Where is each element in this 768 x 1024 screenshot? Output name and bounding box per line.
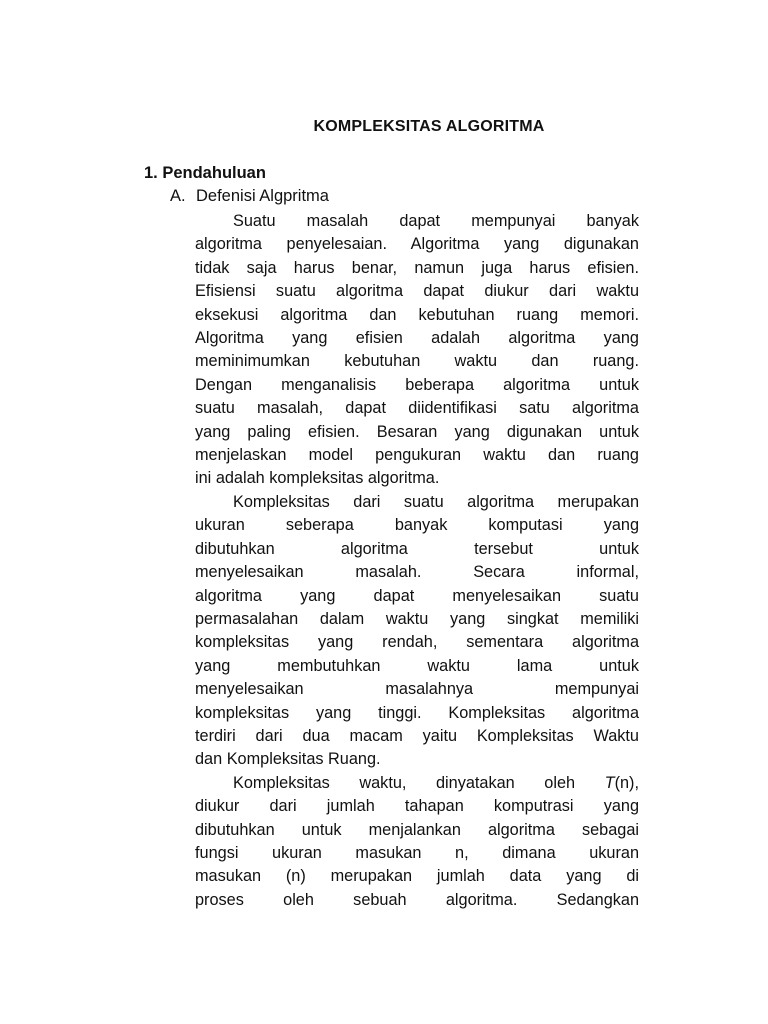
text-line: menyelesaikan masalahnya mempunyai [195, 680, 639, 699]
text-line: suatu masalah, dapat diidentifikasi satu algoritma [195, 399, 639, 418]
text-line: tidak saja harus benar, namun juga harus efisien. [195, 258, 639, 277]
text-line: terdiri dari dua macam yaitu Kompleksitas Waktu [195, 726, 639, 745]
text-line [195, 772, 639, 795]
text-line: menyelesaikan masalah. Secara informal, [195, 563, 639, 582]
text-line: Algoritma yang efisien adalah algoritma yang [195, 329, 639, 348]
document-title: KOMPLEKSITAS ALGORITMA [313, 118, 545, 135]
text-line: masukan (n) merupakan jumlah data yang di [195, 867, 639, 886]
text-run: (n), [614, 773, 639, 792]
text-line: proses oleh sebuah algoritma. Sedangkan [195, 890, 639, 909]
subsection-heading [170, 187, 329, 206]
text-line: menjelaskan model pengukuran waktu dan ruang [195, 446, 639, 465]
paragraph-2 [195, 491, 639, 772]
italic-symbol: T [604, 773, 615, 792]
section-heading: 1. Pendahuluan [144, 164, 266, 182]
text-line: Dengan menganalisis beberapa algoritma untuk [195, 375, 639, 394]
text-line: yang paling efisien. Besaran yang digunakan untuk [195, 422, 639, 441]
text-line: dibutuhkan untuk menjalankan algoritma sebagai [195, 820, 639, 839]
text-line: dan Kompleksitas Ruang. [195, 750, 381, 769]
text-line: meminimumkan kebutuhan waktu dan ruang. [195, 352, 639, 371]
text-line: Suatu masalah dapat mempunyai banyak [233, 212, 639, 230]
text-line: algoritma penyelesaian. Algoritma yang digunakan [195, 235, 639, 254]
text-line: ini adalah kompleksitas algoritma. [195, 469, 440, 488]
subsection-marker: A. [170, 187, 186, 205]
text-line: yang membutuhkan waktu lama untuk [195, 656, 639, 675]
text-line: algoritma yang dapat menyelesaikan suatu [195, 586, 639, 605]
text-run: Kompleksitas waktu, dinyatakan oleh [233, 773, 605, 792]
paragraph-3 [195, 772, 639, 912]
body-text [195, 210, 639, 912]
text-line: eksekusi algoritma dan kebutuhan ruang memori. [195, 305, 639, 324]
text-line: fungsi ukuran masukan n, dimana ukuran [195, 843, 639, 862]
text-line: permasalahan dalam waktu yang singkat memiliki [195, 609, 639, 628]
text-line: Kompleksitas dari suatu algoritma merupakan [233, 492, 639, 511]
text-line: Efisiensi suatu algoritma dapat diukur dari waktu [195, 282, 639, 301]
paragraph-1 [195, 210, 639, 491]
text-line: ukuran seberapa banyak komputasi yang [195, 516, 639, 535]
text-line: kompleksitas yang rendah, sementara algoritma [195, 633, 639, 652]
text-line: diukur dari jumlah tahapan komputrasi yang [195, 797, 639, 816]
text-line: dibutuhkan algoritma tersebut untuk [195, 539, 639, 558]
text-line: kompleksitas yang tinggi. Kompleksitas algoritma [195, 703, 639, 722]
subsection-title: Defenisi Algpritma [196, 187, 329, 205]
